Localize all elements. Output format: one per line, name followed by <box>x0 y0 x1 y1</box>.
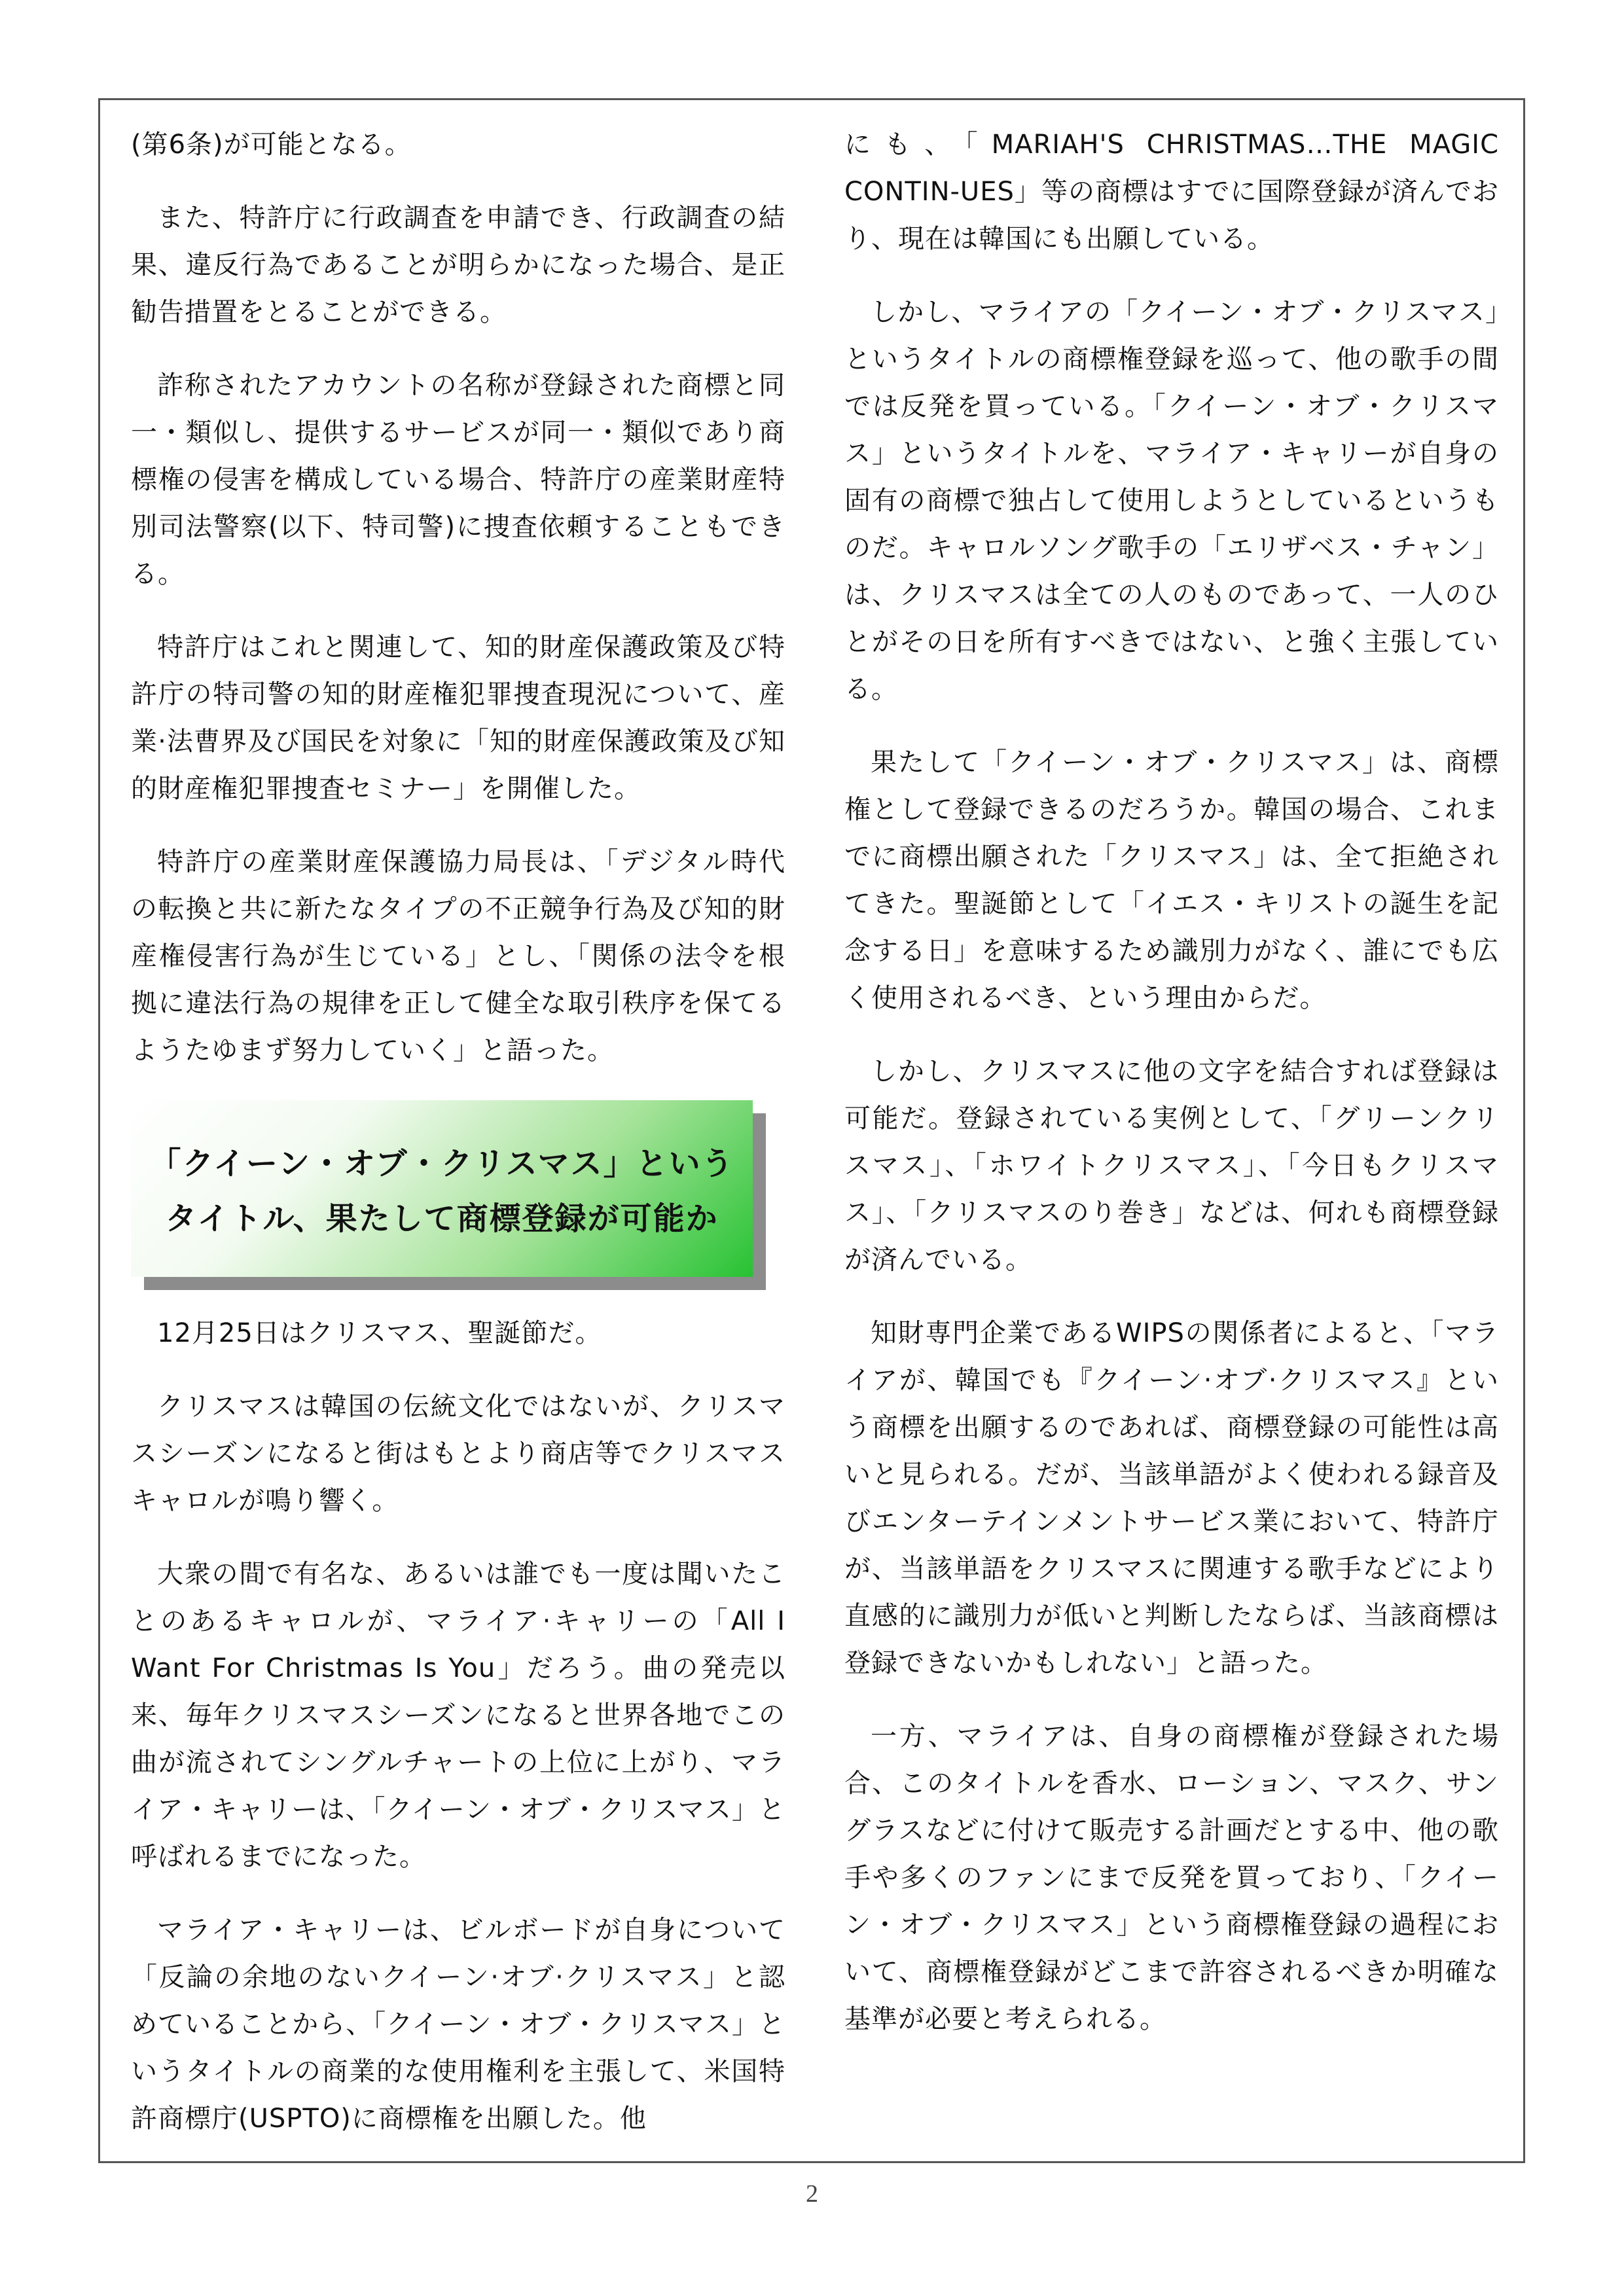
heading-line-1: 「クイーン・オブ・クリスマス」という <box>149 1145 734 1182</box>
paragraph: クリスマスは韓国の伝統文化ではないが、クリスマスシーズンになると街はもとより商店等でクリスマスキャロルが鳴り響く。 <box>131 1391 785 1516</box>
left-column <box>131 121 785 2168</box>
paragraph: 12月25日はクリスマス、聖誕節だ。 <box>157 1318 602 1348</box>
paragraph: また、特許庁に行政調査を申請でき、行政調査の結果、違反行為であることが明らかになった場合、是正勧告措置をとることができる。 <box>131 203 785 327</box>
heading-panel <box>131 1100 753 1277</box>
section-heading-box <box>131 1100 766 1290</box>
page-number: 2 <box>806 2180 818 2208</box>
paragraph: 一方、マライアは、自身の商標権が登録された場合、このタイトルを香水、ローション、マスク、サングラスなどに付けて販売する計画だとする中、他の歌手や多くのファンにまで反発を買っており、「クイーン・オブ・クリスマス」という商標権登録の過程において、商標権登録がどこまで許容されるべきか明確な基準が必要と考えられる。 <box>844 1721 1499 2034</box>
paragraph: マライア・キャリーは、ビルボードが自身について 「反論の余地のないクイーン·オブ·クリスマス」と認めていることから、「クイーン・オブ・クリスマス」というタイトルの商業的な使用権利を主張して、米国特許商標庁(USPTO)に商標権を出願した。他 <box>131 1915 785 2134</box>
paragraph: 知財専門企業であるWIPSの関係者によると、「マライアが、韓国でも『クイーン·オブ·クリスマス』という商標を出願するのであれば、商標登録の可能性は高いと見られる。だが、当該単語がよく使われる録音及びエンターテインメントサービス業において、特許庁が、当該単語をクリスマスに関連する歌手などにより直感的に識別力が低いと判断したならば、当該商標は登録できないかもしれない」と語った。 <box>844 1318 1499 1678</box>
paragraph: しかし、マライアの「クイーン・オブ・クリスマス」というタイトルの商標権登録を巡って、他の歌手の間では反発を買っている。「クイーン・オブ・クリスマス」というタイトルを、マライア・キャリーが自身の固有の商標で独占して使用しようとしているというものだ。キャロルソング歌手の「エリザベス・チャン」は、クリスマスは全ての人のものであって、一人のひとがその日を所有すべきではない、と強く主張している。 <box>844 297 1499 704</box>
paragraph: 大衆の間で有名な、あるいは誰でも一度は聞いたことのあるキャロルが、マライア·キャリーの「All I Want For Christmas Is You」だろう。曲の発売以来、毎年クリスマスシーズンになると世界各地でこの曲が流されてシングルチャートの上位に上がり、マライア・キャリーは、「クイーン・オブ・クリスマス」と呼ばれるまでになった。 <box>131 1559 785 1872</box>
paragraph: 詐称されたアカウントの名称が登録された商標と同一・類似し、提供するサービスが同一・類似であり商標権の侵害を構成している場合、特許庁の産業財産特別司法警察(以下、特司警)に捜査依頼することもできる。 <box>131 370 785 589</box>
paragraph: 果たして「クイーン・オブ・クリスマス」は、商標権として登録できるのだろうか。韓国の場合、これまでに商標出願された「クリスマス」は、全て拒絶されてきた。聖誕節として「イエス・キリストの誕生を記念する日」を意味するため識別力がなく、誰にでも広く使用されるべき、という理由からだ。 <box>844 747 1499 1013</box>
paragraph: しかし、クリスマスに他の文字を結合すれば登録は可能だ。登録されている実例として、「グリーンクリスマス」、「ホワイトクリスマス」、「今日もクリスマス」、「クリスマスのり巻き」などは、何れも商標登録が済んでいる。 <box>844 1056 1499 1275</box>
paragraph: 特許庁はこれと関連して、知的財産保護政策及び特許庁の特司警の知的財産権犯罪捜査現況について、産業·法曹界及び国民を対象に「知的財産保護政策及び知的財産権犯罪捜査セミナー」を開催した。 <box>131 632 785 804</box>
right-column <box>844 121 1499 2069</box>
heading-line-2: タイトル、果たして商標登録が可能か <box>165 1200 719 1237</box>
paragraph: (第6条)が可能となる。 <box>131 130 412 160</box>
paragraph: にも、「MARIAH'S CHRISTMAS…THE MAGIC CONTIN-UES」等の商標はすでに国際登録が済んでおり、現在は韓国にも出願している。 <box>844 130 1499 254</box>
paragraph: 特許庁の産業財産保護協力局長は、「デジタル時代の転換と共に新たなタイプの不正競争行為及び知的財産権侵害行為が生じている」とし、「関係の法令を根拠に違法行為の規律を正して健全な取引秩序を保てるようたゆまず努力していく」と語った。 <box>131 847 785 1066</box>
